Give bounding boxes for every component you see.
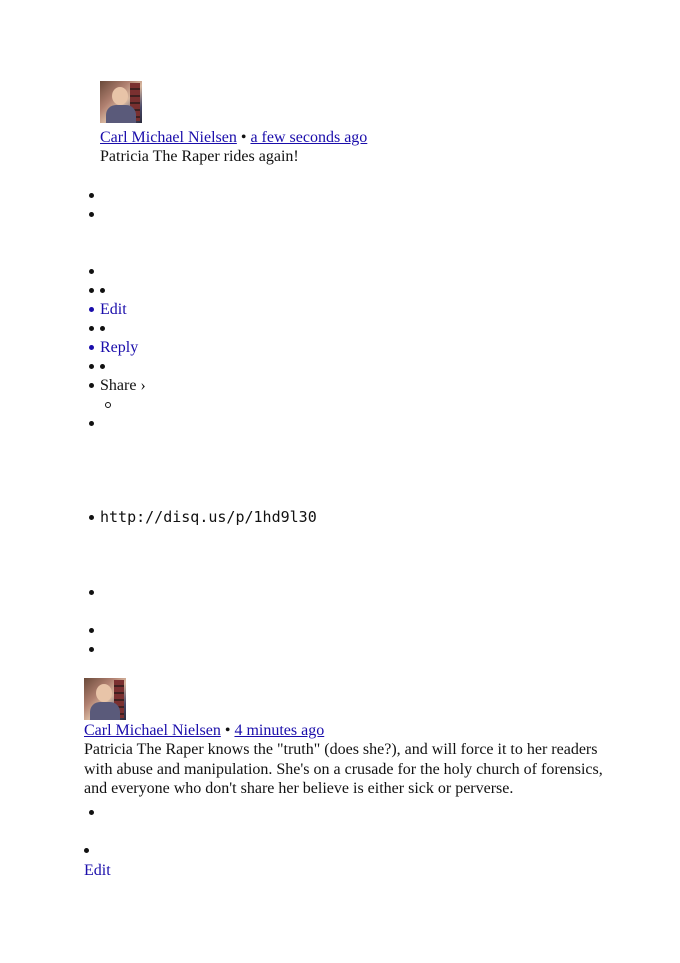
edit-button[interactable]: Edit	[84, 862, 111, 879]
share-link[interactable]: http://disq.us/p/1hd9l30	[100, 508, 317, 526]
list-bullet	[89, 345, 94, 350]
list-bullet	[89, 193, 94, 198]
list-bullet	[89, 269, 94, 274]
comment-header	[84, 721, 324, 740]
avatar[interactable]	[100, 81, 142, 123]
list-bullet	[89, 628, 94, 633]
list-bullet	[89, 383, 94, 388]
comment-text: Patricia The Raper rides again!	[100, 148, 299, 165]
edit-button[interactable]: Edit	[100, 301, 127, 318]
list-bullet	[89, 212, 94, 217]
author-link[interactable]: Carl Michael Nielsen	[84, 722, 221, 739]
list-bullet	[89, 307, 94, 312]
list-bullet	[84, 848, 89, 853]
list-bullet	[89, 288, 94, 293]
list-bullet	[89, 810, 94, 815]
comment-text-line: with abuse and manipulation. She's on a crusade for the holy church of forensics,	[84, 760, 603, 778]
list-bullet	[89, 647, 94, 652]
list-bullet	[89, 515, 94, 520]
separator-dot: •	[224, 722, 231, 739]
avatar[interactable]	[84, 678, 126, 720]
share-button[interactable]: Share ›	[100, 377, 146, 394]
separator-dot: •	[240, 129, 247, 146]
comment-text-line: and everyone who don't share her believe is either sick or perverse.	[84, 780, 514, 797]
list-bullet	[100, 326, 105, 331]
list-bullet	[89, 590, 94, 595]
list-bullet	[89, 326, 94, 331]
list-bullet	[89, 364, 94, 369]
comment-text	[84, 740, 603, 799]
comment-header	[100, 128, 367, 147]
timestamp-link[interactable]: a few seconds ago	[250, 129, 368, 146]
sublist-bullet	[105, 402, 111, 408]
comment-text-line: Patricia The Raper knows the "truth" (does she?), and will force it to her readers	[84, 741, 598, 758]
reply-button[interactable]: Reply	[100, 339, 139, 356]
author-link[interactable]: Carl Michael Nielsen	[100, 129, 237, 146]
list-bullet	[100, 364, 105, 369]
list-bullet	[89, 421, 94, 426]
timestamp-link[interactable]: 4 minutes ago	[234, 722, 325, 739]
list-bullet	[100, 288, 105, 293]
